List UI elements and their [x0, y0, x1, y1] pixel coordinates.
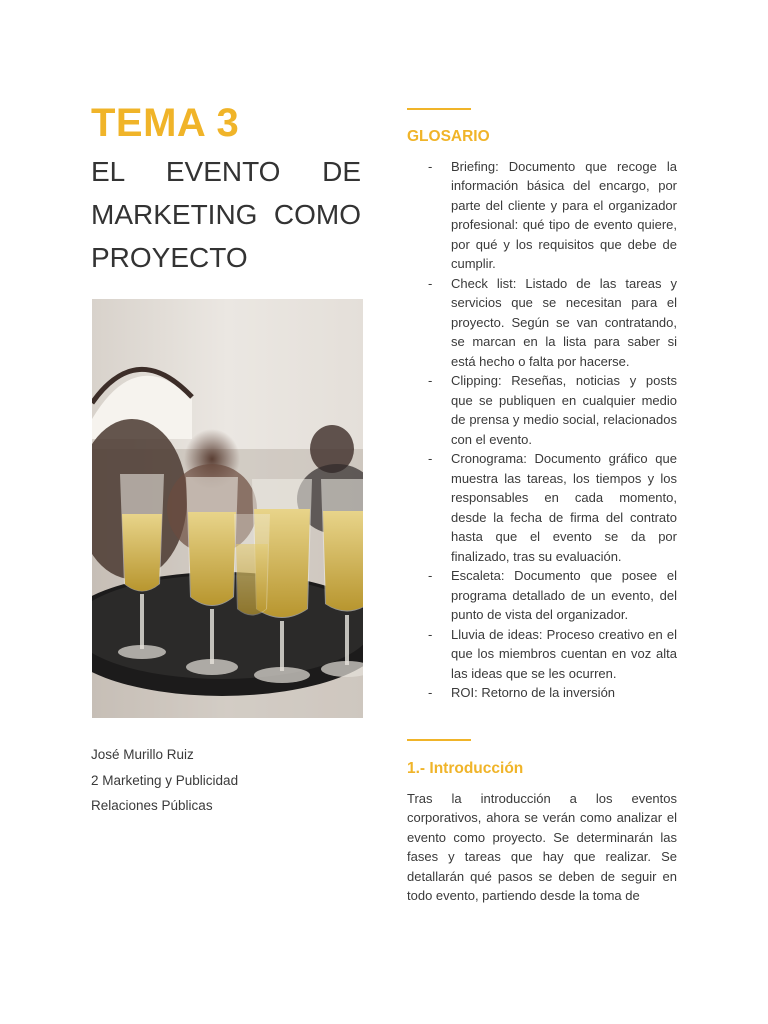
cover-left-column	[91, 100, 361, 279]
tema-label: TEMA 3	[91, 101, 240, 145]
glossary-item: - Check list: Listado de las tareas y servicios que se necesitan para el proyecto. Según se van contratando, se marcan en la lista para saber si está hecho o falta por hacerse.	[428, 275, 677, 369]
glossary-item: - Escaleta: Documento que posee el programa detallado de un evento, del punto de vista del organizador.	[428, 568, 677, 622]
cover-photo	[92, 299, 363, 718]
author-name: José Murillo Ruiz	[91, 747, 194, 762]
document-title: EL EVENTO DE MARKETING COMO PROYECTO	[91, 156, 361, 273]
glossary-item: - Lluvia de ideas: Proceso creativo en el que los miembros cuentan en voz alta las ideas que se les ocurren.	[428, 626, 677, 681]
course-name: 2 Marketing y Publicidad	[91, 772, 239, 788]
author-info	[91, 742, 361, 819]
introduction-heading: 1.- Introducción	[407, 759, 524, 777]
glossary-item: - ROI: Retorno de la inversión	[428, 685, 616, 700]
glossary-item: - Briefing: Documento que recoge la información básica del encargo, por parte del cliente y para el organizador profesional: qué tipo de evento quiere, por qué y los requisitos que debe de cumplir.	[428, 158, 677, 271]
subject-name: Relaciones Públicas	[91, 798, 213, 813]
introduction-section	[407, 739, 677, 906]
glossary-section	[407, 108, 677, 703]
glossary-item: - Cronograma: Documento gráfico que muestra las tareas, los tiempos y los responsables en cada momento, desde la fecha de firma del contrato hasta que el evento se da por finalizado, tras su evaluación.	[428, 451, 677, 564]
glossary-heading: GLOSARIO	[407, 127, 490, 145]
glossary-item: - Clipping: Reseñas, noticias y posts que se publiquen en cualquier medio de prensa y medio social, relacionados con el evento.	[428, 373, 677, 447]
introduction-text: Tras la introducción a los eventos corporativos, ahora se verán como analizar el evento como proyecto. Se determinarán las fases y tareas que hay que realizar. Se detallarán qué pasos se deben de seguir en todo evento, partiendo desde la toma de	[407, 790, 677, 903]
accent-rule	[407, 108, 471, 110]
glossary-list	[407, 157, 677, 703]
accent-rule	[407, 739, 471, 741]
